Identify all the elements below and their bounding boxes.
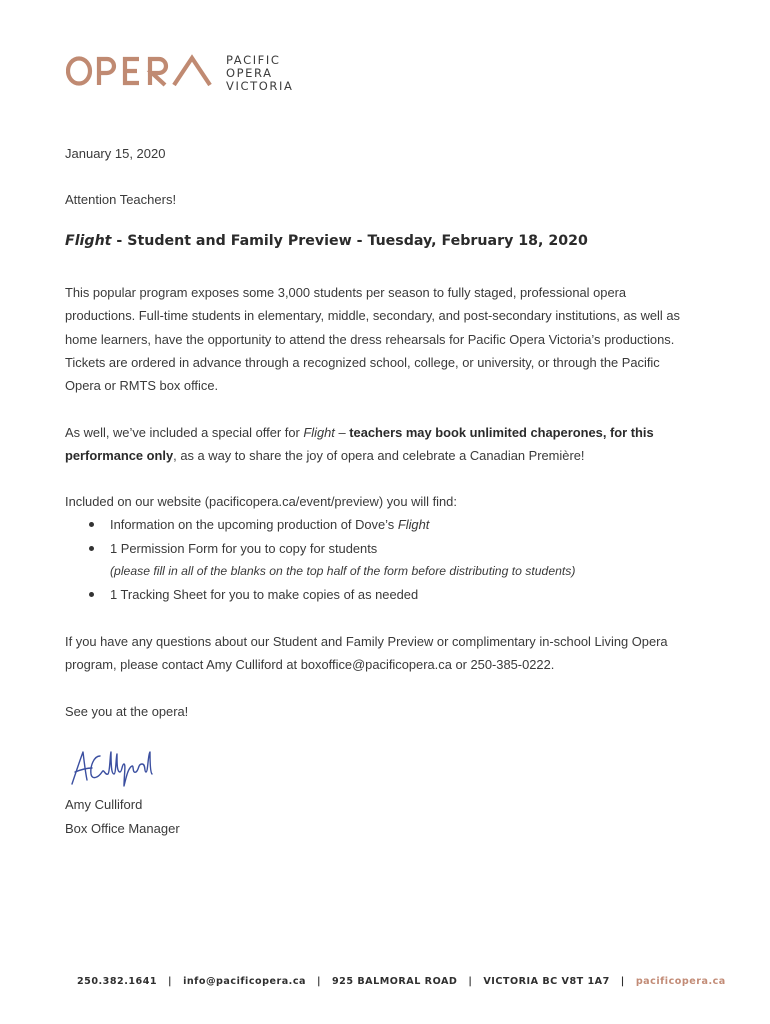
logo-line-opera: OPERA	[226, 66, 273, 81]
footer-email: info@pacificopera.ca	[183, 976, 306, 987]
paragraph-line: Tickets are ordered in advance through a recognized school, college, or university, or through the Pacific	[65, 354, 660, 370]
letter-heading	[65, 233, 588, 249]
footer-separator: |	[468, 976, 473, 987]
letter-greeting: Attention Teachers!	[65, 192, 177, 207]
closing-line: See you at the opera!	[65, 704, 189, 719]
footer-separator: |	[620, 976, 625, 987]
handwritten-signature	[66, 746, 156, 790]
list-item-text: 1 Tracking Sheet for you to make copies of as needed	[110, 587, 419, 603]
paragraph-website-contents	[65, 490, 715, 606]
bullet-icon	[89, 592, 94, 597]
logo-text-stack	[226, 54, 293, 94]
paragraph-line: This popular program exposes some 3,000 students per season to fully staged, professional opera	[65, 285, 627, 300]
bullet-icon	[89, 546, 94, 551]
opera-logo	[66, 52, 306, 96]
offer-text: As well, we’ve included a special offer for	[65, 425, 304, 440]
resource-list	[65, 513, 715, 606]
website-intro: Included on our website (pacificopera.ca/event/preview) you will find:	[65, 494, 457, 509]
logo-line-victoria: VICTORIA	[226, 79, 294, 94]
letter-date: January 15, 2020	[65, 146, 166, 161]
footer-separator: |	[168, 976, 173, 987]
paragraph-line: home learners, have the opportunity to attend the dress rehearsals for Pacific Opera Victoria’s productions.	[65, 331, 675, 347]
paragraph-line	[65, 421, 715, 444]
signer-title: Box Office Manager	[65, 820, 180, 836]
paragraph-special-offer	[65, 421, 715, 468]
footer-phone: 250.382.1641	[77, 976, 158, 987]
list-item-italic: Flight	[397, 517, 430, 533]
list-item	[65, 537, 715, 560]
offer-dash: –	[334, 425, 350, 440]
list-item-text: Information on the upcoming production of Dove’s	[110, 517, 398, 533]
logo-line-pacific: PACIFIC	[226, 53, 281, 67]
list-item-text: 1 Permission Form for you to copy for students	[110, 540, 378, 556]
footer-address: 925 BALMORAL ROAD	[332, 976, 458, 987]
footer-city: VICTORIA BC V8T 1A7	[483, 976, 610, 987]
letterhead-footer	[77, 976, 726, 987]
paragraph-line: If you have any questions about our Student and Family Preview or complimentary in-school Living Opera	[65, 634, 668, 649]
list-item	[65, 513, 715, 536]
offer-bold-text-2: performance only	[65, 448, 174, 464]
signer-block	[65, 793, 180, 840]
offer-title-italic: Flight	[303, 425, 335, 440]
opera-wordmark-logo	[66, 52, 216, 92]
paragraph-line: Opera or RMTS box office.	[65, 378, 219, 394]
paragraph-line: program, please contact Amy Culliford at boxoffice@pacificopera.ca or 250-385-0222.	[65, 657, 555, 673]
offer-text-end: , as a way to share the joy of opera and celebrate a Canadian Première!	[173, 448, 585, 464]
paragraph-contact	[65, 630, 715, 677]
heading-title-italic: Flight	[65, 233, 112, 249]
signer-name: Amy Culliford	[65, 797, 143, 812]
footer-separator: |	[316, 976, 321, 987]
list-item	[65, 583, 715, 606]
footer-website-link[interactable]: pacificopera.ca	[635, 976, 726, 987]
list-item-note: (please fill in all of the blanks on the top half of the form before distributing to students)	[110, 563, 576, 578]
paragraph-line: productions. Full-time students in elementary, middle, secondary, and post-secondary institutions, as well as	[65, 308, 680, 324]
heading-rest: - Student and Family Preview - Tuesday, February 18, 2020	[111, 233, 588, 249]
bullet-icon	[89, 522, 94, 527]
offer-bold-text: teachers may book unlimited chaperones, for this	[349, 425, 654, 440]
paragraph-line	[65, 444, 715, 467]
paragraph-program	[65, 281, 715, 397]
